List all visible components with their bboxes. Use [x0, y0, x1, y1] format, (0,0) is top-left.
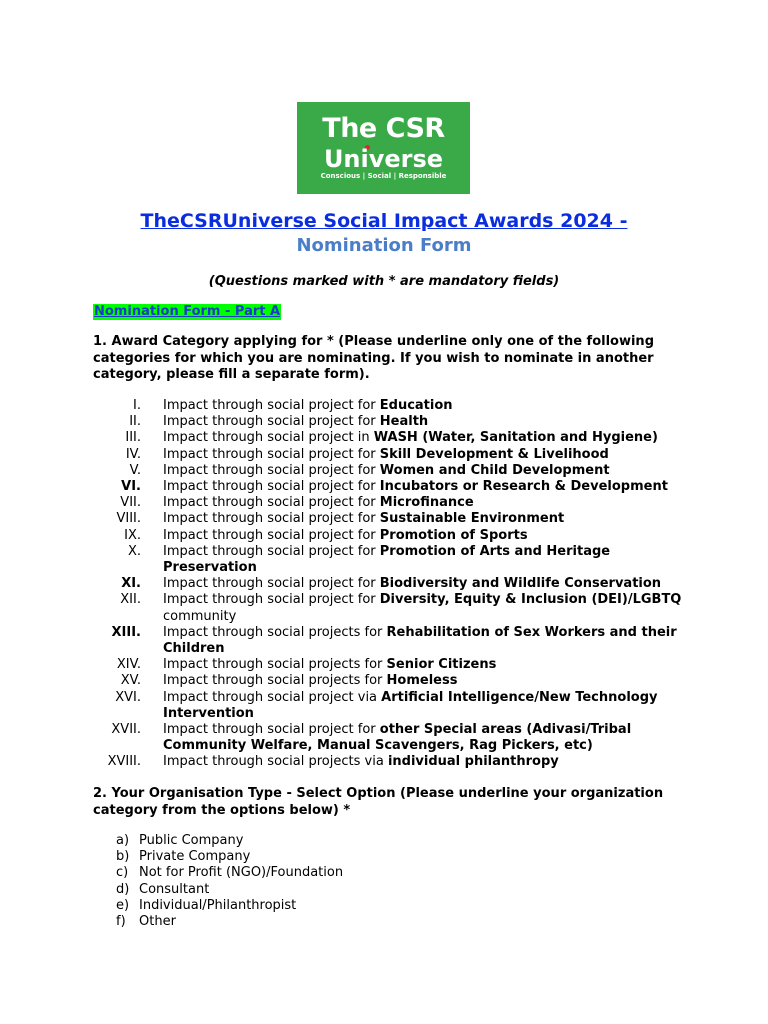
category-number: III.: [125, 430, 141, 446]
category-name: Promotion of Arts and Heritage Preservation: [163, 543, 611, 576]
organisation-type-item[interactable]: [0, 833, 768, 849]
category-name: Incubators or Research & Development: [379, 479, 668, 495]
category-prefix: Impact through social projects for: [163, 657, 387, 673]
category-name: Diversity, Equity & Inclusion (DEI)/LGBTQ: [379, 592, 682, 608]
category-number: I.: [133, 398, 141, 413]
category-number: II.: [129, 414, 141, 430]
category-prefix: Impact through social project for: [163, 543, 380, 559]
org-type-letter: f): [116, 914, 126, 930]
organisation-type-item[interactable]: [0, 865, 768, 881]
organisation-type-item[interactable]: [0, 898, 768, 914]
award-category-item[interactable]: [0, 673, 683, 689]
part-a-heading: Nomination Form - Part A: [94, 304, 281, 319]
org-type-label: Private Company: [139, 849, 251, 865]
org-type-label: Individual/Philanthropist: [139, 897, 297, 913]
category-name: Education: [379, 398, 453, 413]
category-name: other Special areas (Adivasi/Tribal Community Welfare, Manual Scavengers, Rag Pickers, etc): [163, 722, 632, 754]
award-category-item[interactable]: [0, 430, 683, 446]
category-name: Skill Development & Livelihood: [379, 446, 609, 462]
category-prefix: Impact through social project for: [163, 592, 380, 608]
category-prefix: Impact through social project for: [163, 527, 380, 543]
category-number: V.: [129, 462, 141, 478]
category-number: XI.: [121, 576, 141, 592]
category-suffix: community: [163, 608, 237, 624]
category-name: individual philanthropy: [387, 754, 559, 770]
category-prefix: Impact through social project for: [163, 722, 380, 738]
org-type-label: Public Company: [139, 833, 244, 848]
category-name: Artificial Intelligence/New Technology Intervention: [163, 689, 658, 721]
category-name: Rehabilitation of Sex Workers and their Children: [163, 624, 677, 657]
org-type-letter: c): [116, 865, 129, 881]
category-name: Biodiversity and Wildlife Conservation: [379, 576, 662, 592]
category-number: IV.: [125, 446, 141, 462]
org-type-letter: a): [116, 833, 130, 848]
org-type-label: Consultant: [139, 881, 210, 897]
category-prefix: Impact through social project for: [163, 446, 380, 462]
org-type-label: Not for Profit (NGO)/Foundation: [139, 865, 344, 881]
category-name: Microfinance: [379, 495, 474, 511]
category-number: XIV.: [116, 657, 141, 673]
category-number: XIII.: [111, 624, 141, 640]
category-name: Promotion of Sports: [379, 527, 528, 543]
award-category-item[interactable]: [0, 625, 683, 657]
award-category-item[interactable]: [0, 722, 683, 754]
award-category-item[interactable]: [0, 463, 683, 479]
category-prefix: Impact through social project via: [163, 689, 382, 705]
category-number: VI.: [121, 479, 141, 495]
category-number: XVI.: [115, 689, 141, 705]
category-prefix: Impact through social projects for: [163, 624, 387, 640]
page-title: TheCSRUniverse Social Impact Awards 2024 -: [140, 210, 628, 232]
category-name: Homeless: [386, 673, 458, 689]
category-number: XVII.: [111, 722, 141, 738]
logo-line-1: The CSR: [322, 113, 445, 144]
category-prefix: Impact through social project for: [163, 414, 380, 430]
category-prefix: Impact through social project in: [163, 430, 374, 446]
category-number: VIII.: [116, 511, 141, 527]
organisation-type-item[interactable]: [0, 914, 768, 930]
award-category-item[interactable]: [0, 447, 683, 463]
award-category-item[interactable]: [0, 528, 683, 544]
award-category-item[interactable]: [0, 544, 683, 576]
category-prefix: Impact through social project for: [163, 511, 380, 527]
csr-universe-logo: [297, 102, 470, 194]
category-number: XII.: [120, 592, 141, 608]
category-prefix: Impact through social projects for: [163, 673, 387, 689]
category-prefix: Impact through social project for: [163, 576, 380, 592]
category-prefix: Impact through social project for: [163, 479, 380, 495]
award-category-item[interactable]: [0, 495, 683, 511]
category-number: IX.: [124, 527, 141, 543]
award-category-item[interactable]: [0, 398, 683, 414]
category-number: XVIII.: [107, 754, 141, 770]
category-name: Health: [379, 414, 429, 430]
logo-tagline: Conscious | Social | Responsible: [320, 172, 447, 180]
category-number: VII.: [120, 495, 141, 511]
org-type-letter: d): [116, 881, 130, 897]
category-prefix: Impact through social projects via: [163, 754, 388, 770]
award-category-item[interactable]: [0, 479, 683, 495]
category-prefix: Impact through social project for: [163, 462, 380, 478]
org-type-label: Other: [139, 914, 176, 930]
logo-line-2: Universe: [323, 145, 444, 173]
category-prefix: Impact through social project for: [163, 398, 380, 413]
mandatory-note: (Questions marked with * are mandatory fields): [208, 274, 560, 289]
award-category-item[interactable]: [0, 690, 683, 722]
category-number: X.: [127, 543, 141, 559]
category-prefix: Impact through social project for: [163, 495, 380, 511]
award-category-item[interactable]: [0, 576, 683, 592]
category-number: XV.: [120, 673, 141, 689]
award-category-item[interactable]: [0, 414, 683, 430]
award-category-item[interactable]: [0, 592, 683, 624]
award-category-item[interactable]: [0, 754, 683, 770]
question-2: 2. Your Organisation Type - Select Option (Please underline your organization category from the options below) *: [93, 786, 664, 818]
question-1: 1. Award Category applying for * (Please underline only one of the following categories for which you are nominating. If you wish to nominate in another category, please fill a separate form).: [93, 334, 654, 382]
organisation-type-list: [0, 833, 768, 930]
category-name: Women and Child Development: [379, 462, 610, 478]
org-type-letter: e): [116, 897, 130, 913]
award-category-list: [0, 398, 768, 771]
category-name: WASH (Water, Sanitation and Hygiene): [373, 430, 658, 446]
page-subtitle: Nomination Form: [296, 235, 472, 256]
organisation-type-item[interactable]: [0, 849, 768, 865]
award-category-item[interactable]: [0, 657, 683, 673]
category-name: Sustainable Environment: [379, 511, 565, 527]
award-category-item[interactable]: [0, 511, 683, 527]
org-type-letter: b): [116, 849, 130, 865]
organisation-type-item[interactable]: [0, 882, 768, 898]
category-name: Senior Citizens: [386, 657, 497, 673]
